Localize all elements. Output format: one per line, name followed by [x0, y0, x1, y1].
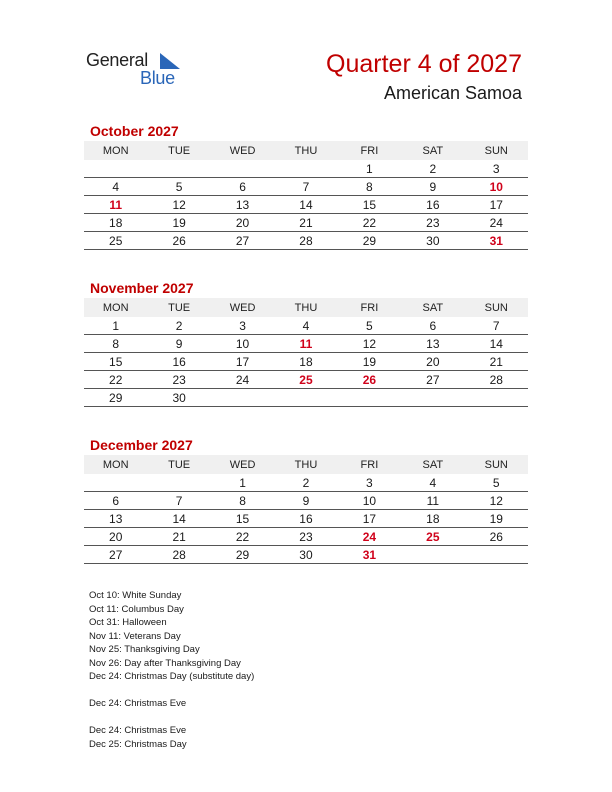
- day-cell: 21: [147, 528, 210, 546]
- holiday-note: Oct 31: Halloween: [89, 617, 167, 628]
- week-row: [84, 474, 528, 492]
- day-cell: 17: [465, 196, 528, 214]
- week-row: [84, 232, 528, 250]
- day-cell: 16: [274, 510, 337, 528]
- day-cell: 22: [84, 371, 147, 389]
- day-cell: 2: [401, 160, 464, 178]
- week-row: [84, 178, 528, 196]
- week-row: [84, 389, 528, 407]
- holiday-notes: [89, 589, 254, 751]
- day-cell: 29: [211, 546, 274, 564]
- weekday-header: TUE: [147, 298, 210, 317]
- day-cell: 29: [84, 389, 147, 407]
- day-cell: 14: [274, 196, 337, 214]
- month-title: October 2027: [90, 123, 179, 139]
- day-cell: 14: [147, 510, 210, 528]
- day-cell: 13: [211, 196, 274, 214]
- empty-day-cell: [274, 160, 337, 178]
- week-row: [84, 317, 528, 335]
- empty-day-cell: [274, 389, 337, 407]
- weekday-header-row: [84, 298, 528, 317]
- weekday-header: WED: [211, 141, 274, 160]
- weekday-header: FRI: [338, 141, 401, 160]
- weekday-header: SUN: [465, 298, 528, 317]
- weekday-header-row: [84, 141, 528, 160]
- logo-word-blue: Blue: [140, 68, 175, 88]
- month-title: November 2027: [90, 280, 194, 296]
- day-cell: 31: [338, 546, 401, 564]
- day-cell: 12: [147, 196, 210, 214]
- weekday-header: TUE: [147, 141, 210, 160]
- week-row: [84, 335, 528, 353]
- day-cell: 12: [465, 492, 528, 510]
- day-cell: 22: [338, 214, 401, 232]
- month-november: [84, 280, 528, 407]
- day-cell: 19: [338, 353, 401, 371]
- weekday-header: SAT: [401, 455, 464, 474]
- week-row: [84, 160, 528, 178]
- empty-day-cell: [84, 160, 147, 178]
- day-cell: 31: [465, 232, 528, 250]
- day-cell: 11: [274, 335, 337, 353]
- day-cell: 7: [465, 317, 528, 335]
- day-cell: 15: [84, 353, 147, 371]
- day-cell: 26: [147, 232, 210, 250]
- day-cell: 20: [84, 528, 147, 546]
- empty-day-cell: [84, 474, 147, 492]
- week-row: [84, 371, 528, 389]
- weekday-header: THU: [274, 455, 337, 474]
- day-cell: 24: [338, 528, 401, 546]
- day-cell: 8: [84, 335, 147, 353]
- day-cell: 23: [147, 371, 210, 389]
- empty-day-cell: [465, 546, 528, 564]
- week-row: [84, 214, 528, 232]
- day-cell: 28: [465, 371, 528, 389]
- generalblue-logo: [86, 50, 196, 90]
- day-cell: 11: [401, 492, 464, 510]
- day-cell: 6: [211, 178, 274, 196]
- day-cell: 19: [147, 214, 210, 232]
- day-cell: 6: [401, 317, 464, 335]
- day-cell: 27: [401, 371, 464, 389]
- page-title: Quarter 4 of 2027: [326, 50, 522, 78]
- day-cell: 23: [274, 528, 337, 546]
- day-cell: 7: [274, 178, 337, 196]
- day-cell: 21: [465, 353, 528, 371]
- calendar-grid: [84, 141, 528, 250]
- day-cell: 28: [274, 232, 337, 250]
- holiday-note: Oct 11: Columbus Day: [89, 603, 184, 615]
- weekday-header: WED: [211, 298, 274, 317]
- empty-day-cell: [401, 389, 464, 407]
- weekday-header: THU: [274, 298, 337, 317]
- calendar-grid: [84, 455, 528, 564]
- empty-day-cell: [147, 160, 210, 178]
- holiday-note: Dec 25: Christmas Day: [89, 738, 187, 750]
- calendar-grid: [84, 298, 528, 407]
- day-cell: 12: [338, 335, 401, 353]
- day-cell: 30: [147, 389, 210, 407]
- day-cell: 4: [401, 474, 464, 492]
- day-cell: 20: [401, 353, 464, 371]
- day-cell: 3: [211, 317, 274, 335]
- day-cell: 26: [465, 528, 528, 546]
- logo-word-general: General: [86, 50, 148, 70]
- week-row: [84, 196, 528, 214]
- day-cell: 16: [147, 353, 210, 371]
- day-cell: 3: [338, 474, 401, 492]
- holiday-note: Nov 11: Veterans Day: [89, 630, 181, 642]
- day-cell: 18: [274, 353, 337, 371]
- day-cell: 10: [338, 492, 401, 510]
- weekday-header: SUN: [465, 455, 528, 474]
- month-december: [84, 437, 528, 564]
- day-cell: 13: [84, 510, 147, 528]
- day-cell: 17: [338, 510, 401, 528]
- day-cell: 2: [274, 474, 337, 492]
- month-october: [84, 123, 528, 250]
- weekday-header: FRI: [338, 298, 401, 317]
- day-cell: 24: [211, 371, 274, 389]
- day-cell: 6: [84, 492, 147, 510]
- holiday-note: Dec 24: Christmas Eve: [89, 725, 187, 736]
- day-cell: 25: [84, 232, 147, 250]
- weekday-header: SAT: [401, 298, 464, 317]
- week-row: [84, 510, 528, 528]
- weekday-header: SUN: [465, 141, 528, 160]
- day-cell: 4: [274, 317, 337, 335]
- weekday-header: THU: [274, 141, 337, 160]
- day-cell: 27: [84, 546, 147, 564]
- day-cell: 8: [211, 492, 274, 510]
- day-cell: 29: [338, 232, 401, 250]
- day-cell: 18: [84, 214, 147, 232]
- empty-day-cell: [211, 160, 274, 178]
- day-cell: 25: [274, 371, 337, 389]
- day-cell: 18: [401, 510, 464, 528]
- day-cell: 27: [211, 232, 274, 250]
- day-cell: 16: [401, 196, 464, 214]
- day-cell: 11: [84, 196, 147, 214]
- page-subtitle: American Samoa: [383, 83, 522, 103]
- day-cell: 24: [465, 214, 528, 232]
- day-cell: 5: [338, 317, 401, 335]
- week-row: [84, 528, 528, 546]
- holiday-note: Dec 24: Christmas Eve: [89, 698, 187, 709]
- holiday-note-spacer: [89, 711, 254, 725]
- day-cell: 2: [147, 317, 210, 335]
- day-cell: 3: [465, 160, 528, 178]
- holiday-note: Oct 10: White Sunday: [89, 590, 182, 601]
- logo-triangle-icon: [158, 53, 180, 69]
- day-cell: 9: [274, 492, 337, 510]
- empty-day-cell: [465, 389, 528, 407]
- day-cell: 1: [211, 474, 274, 492]
- day-cell: 19: [465, 510, 528, 528]
- week-row: [84, 546, 528, 564]
- day-cell: 5: [147, 178, 210, 196]
- day-cell: 1: [338, 160, 401, 178]
- week-row: [84, 492, 528, 510]
- weekday-header: FRI: [338, 455, 401, 474]
- day-cell: 8: [338, 178, 401, 196]
- holiday-note: Dec 24: Christmas Day (substitute day): [89, 671, 255, 682]
- weekday-header: MON: [84, 298, 147, 317]
- holiday-note: Nov 25: Thanksgiving Day: [89, 644, 200, 655]
- weekday-header: WED: [211, 455, 274, 474]
- day-cell: 26: [338, 371, 401, 389]
- empty-day-cell: [147, 474, 210, 492]
- day-cell: 23: [401, 214, 464, 232]
- empty-day-cell: [338, 389, 401, 407]
- day-cell: 9: [401, 178, 464, 196]
- weekday-header: MON: [84, 455, 147, 474]
- day-cell: 28: [147, 546, 210, 564]
- day-cell: 17: [211, 353, 274, 371]
- week-row: [84, 353, 528, 371]
- day-cell: 22: [211, 528, 274, 546]
- day-cell: 30: [401, 232, 464, 250]
- holiday-note-spacer: [89, 684, 254, 698]
- empty-day-cell: [401, 546, 464, 564]
- day-cell: 15: [211, 510, 274, 528]
- weekday-header-row: [84, 455, 528, 474]
- weekday-header: SAT: [401, 141, 464, 160]
- day-cell: 5: [465, 474, 528, 492]
- day-cell: 9: [147, 335, 210, 353]
- day-cell: 4: [84, 178, 147, 196]
- day-cell: 7: [147, 492, 210, 510]
- day-cell: 30: [274, 546, 337, 564]
- day-cell: 13: [401, 335, 464, 353]
- day-cell: 15: [338, 196, 401, 214]
- holiday-note: Nov 26: Day after Thanksgiving Day: [89, 657, 241, 669]
- day-cell: 20: [211, 214, 274, 232]
- month-title: December 2027: [90, 437, 193, 453]
- day-cell: 25: [401, 528, 464, 546]
- weekday-header: MON: [84, 141, 147, 160]
- empty-day-cell: [211, 389, 274, 407]
- day-cell: 10: [211, 335, 274, 353]
- day-cell: 1: [84, 317, 147, 335]
- day-cell: 14: [465, 335, 528, 353]
- weekday-header: TUE: [147, 455, 210, 474]
- day-cell: 10: [465, 178, 528, 196]
- day-cell: 21: [274, 214, 337, 232]
